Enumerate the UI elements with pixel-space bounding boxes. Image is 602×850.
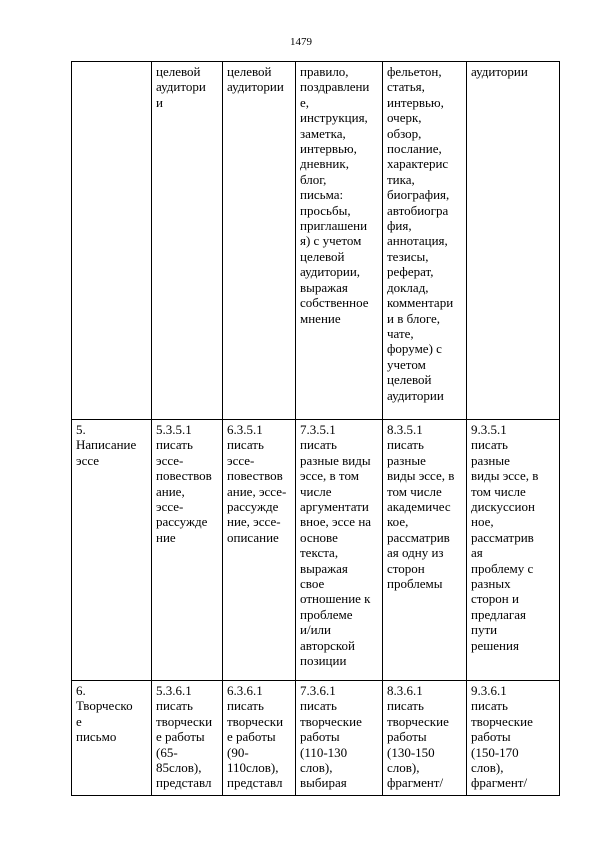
table-cell-section — [72, 62, 152, 420]
table-cell-grade6: 6.3.5.1 писать эссе- повествов ание, эссе- рассужде ние, эссе- описание — [223, 420, 296, 681]
table-cell-grade5: целевой аудитори и — [152, 62, 223, 420]
table-cell-grade9: 9.3.6.1 писать творческие работы (150-170 слов), фрагмент/ — [467, 681, 560, 796]
table-cell-section: 5. Написание эссе — [72, 420, 152, 681]
table-cell-grade8: 8.3.6.1 писать творческие работы (130-150 слов), фрагмент/ — [383, 681, 467, 796]
table-cell-grade9: 9.3.5.1 писать разные виды эссе, в том числе дискуссион ное, рассматрив ая проблему с разных сторон и предлагая пути решения — [467, 420, 560, 681]
table-cell-grade8: 8.3.5.1 писать разные виды эссе, в том числе академичес кое, рассматрив ая одну из сторон проблемы — [383, 420, 467, 681]
table-cell-grade8: фельетон, статья, интервью, очерк, обзор, послание, характерис тика, биография, автобиогра фия, аннотация, тезисы, реферат, доклад, комментари и в блоге, чате, форуме) с учетом целевой аудитории — [383, 62, 467, 420]
table-cell-grade7: 7.3.5.1 писать разные виды эссе, в том числе аргументати вное, эссе на основе текста, выражая свое отношение к проблеме и/или авторской позиции — [296, 420, 383, 681]
table-cell-grade7: 7.3.6.1 писать творческие работы (110-130 слов), выбирая — [296, 681, 383, 796]
table-cell-grade5: 5.3.6.1 писать творчески е работы (65- 85слов), представл — [152, 681, 223, 796]
table-cell-grade6: целевой аудитории — [223, 62, 296, 420]
curriculum-table — [71, 61, 560, 796]
table-cell-grade6: 6.3.6.1 писать творчески е работы (90- 110слов), представл — [223, 681, 296, 796]
table-cell-grade9: аудитории — [467, 62, 560, 420]
page-number: 1479 — [290, 36, 312, 48]
table-cell-grade5: 5.3.5.1 писать эссе- повествов ание, эссе- рассужде ние — [152, 420, 223, 681]
table-row — [72, 62, 560, 420]
table-row — [72, 420, 560, 681]
table-cell-grade7: правило, поздравлени е, инструкция, заметка, интервью, дневник, блог, письма: просьбы, приглашени я) с учетом целевой аудитории, выражая собственное мнение — [296, 62, 383, 420]
table-row — [72, 681, 560, 796]
table-cell-section: 6. Творческо е письмо — [72, 681, 152, 796]
